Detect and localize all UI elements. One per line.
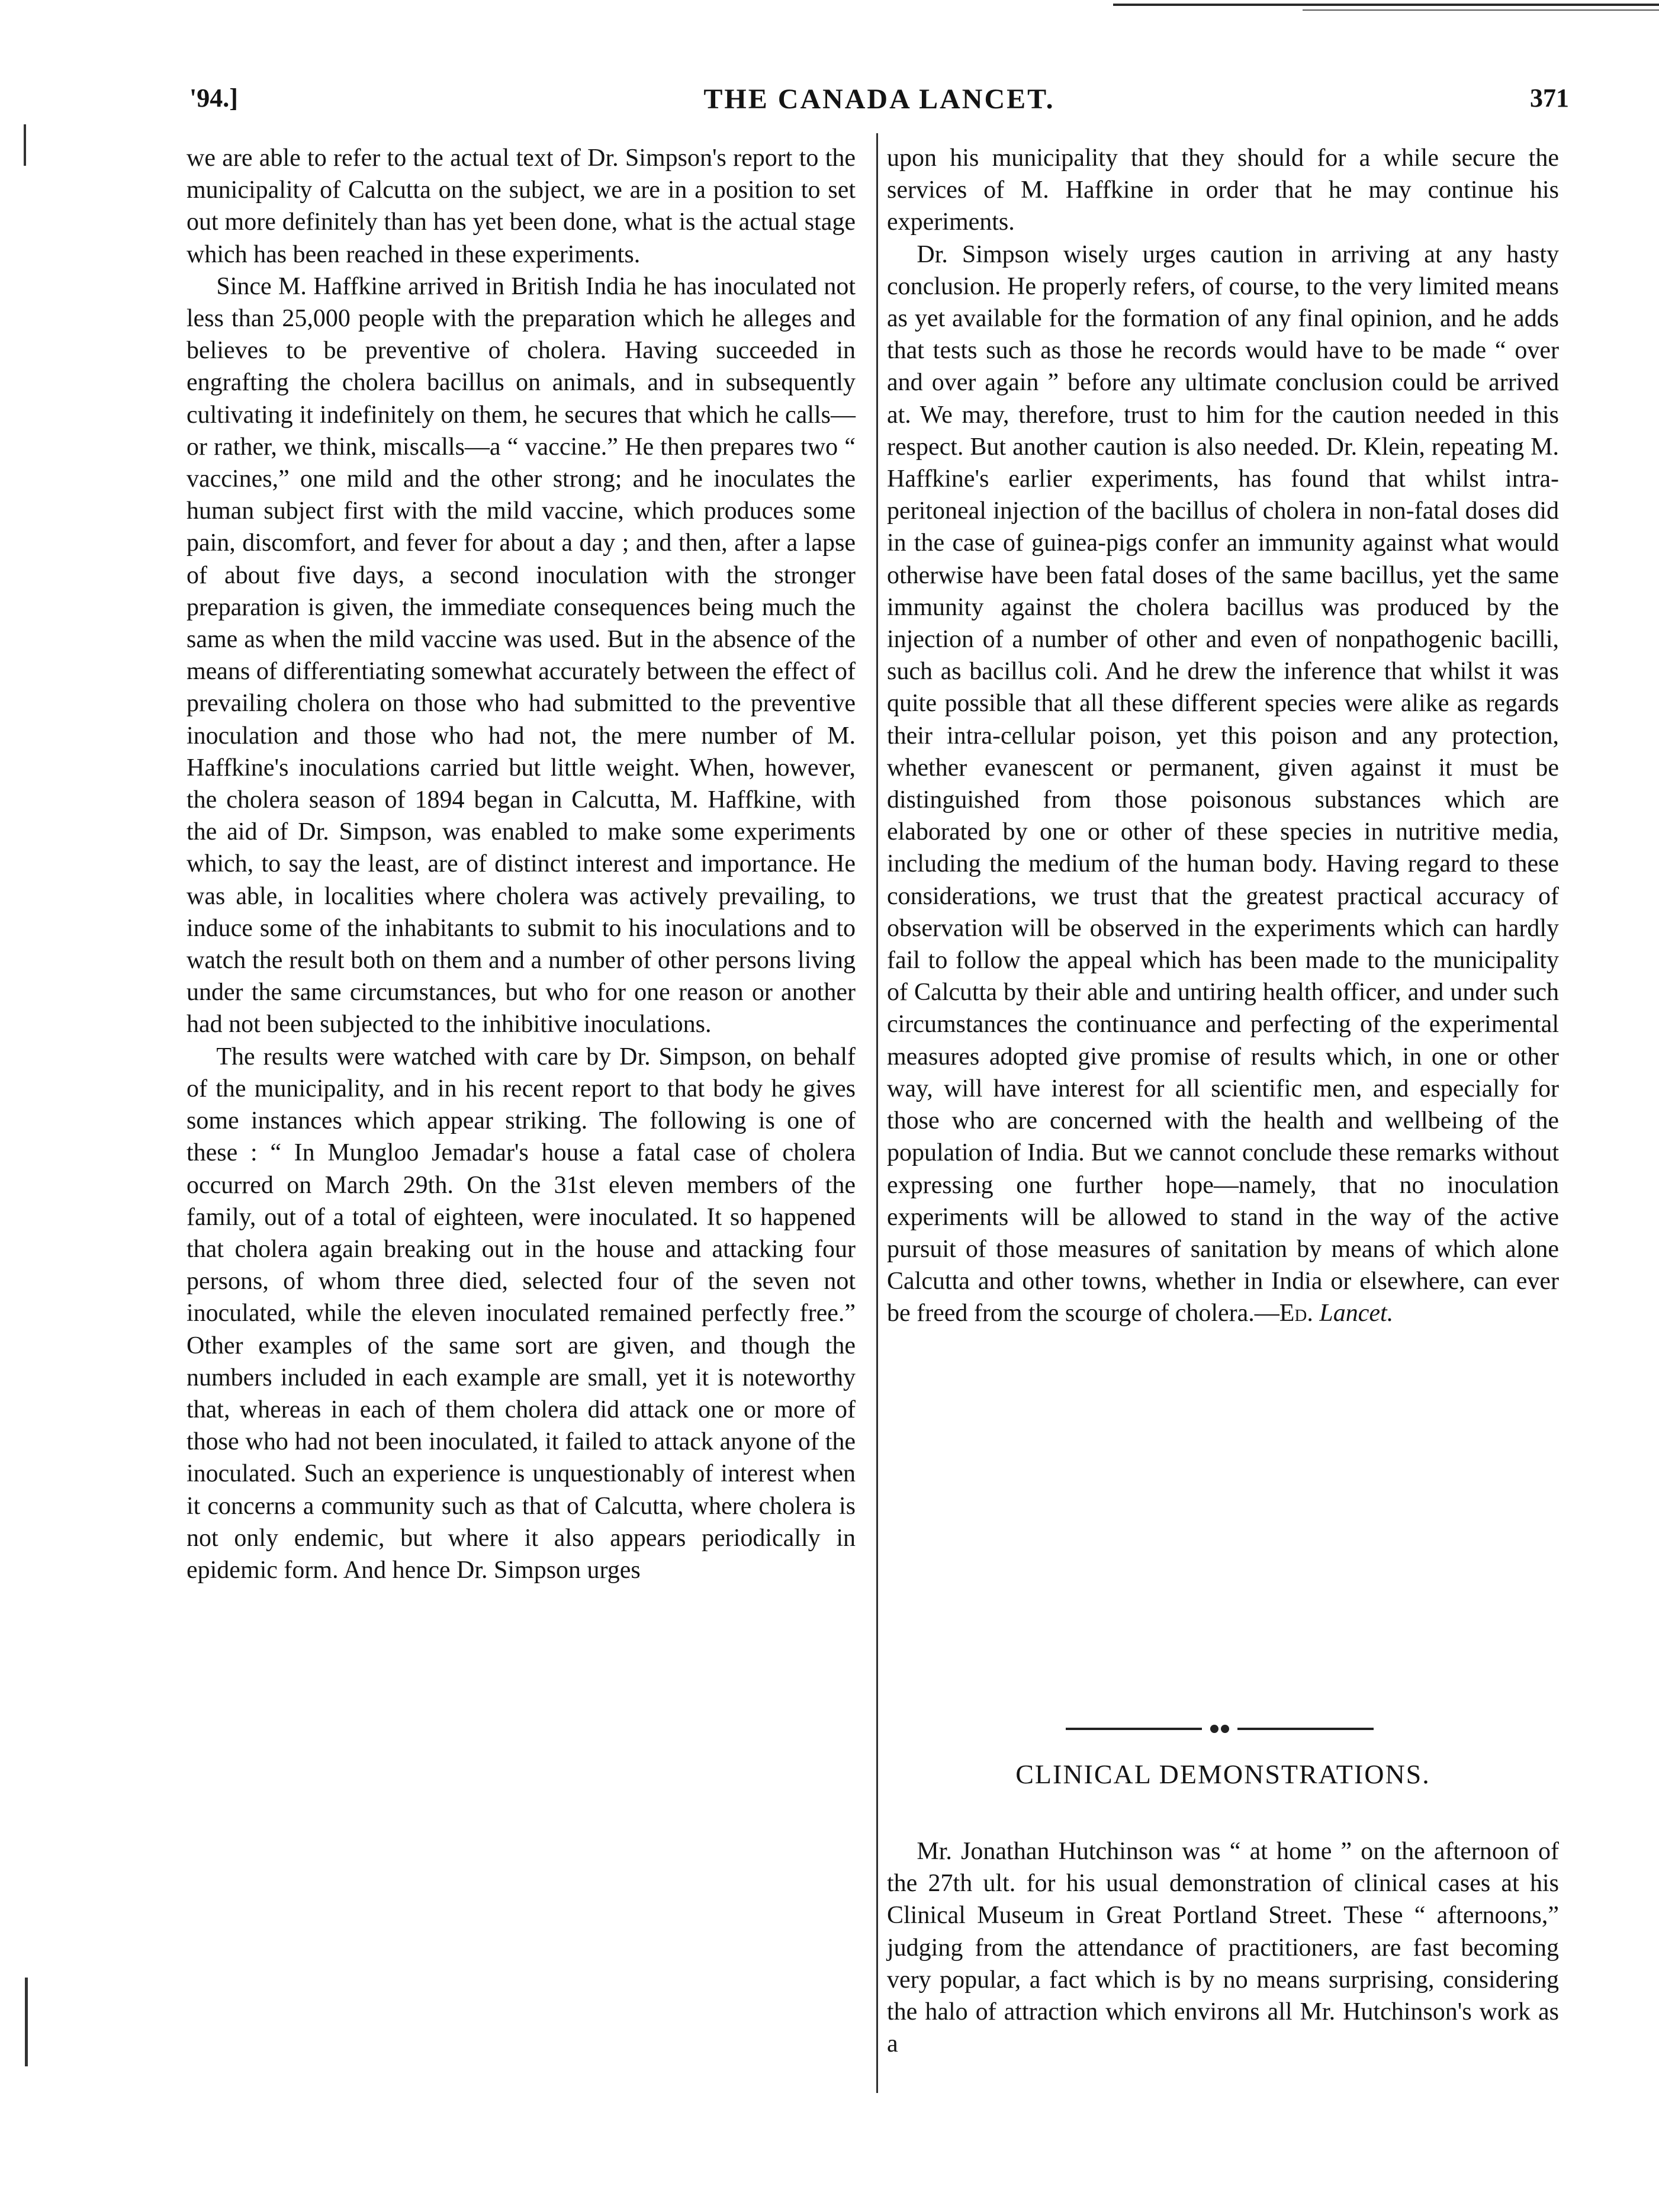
ornament-dot: [1210, 1725, 1218, 1733]
column-divider: [876, 133, 878, 2093]
paragraph: upon his municipality that they should for a while secure the services of M. Haffkine in order that he may continue his experiments.: [887, 144, 1559, 236]
running-header: [189, 83, 1569, 130]
section-heading: CLINICAL DEMONSTRATIONS.: [1015, 1759, 1430, 1789]
paragraph-body: Dr. Simpson wisely urges caution in arriving at any hasty conclusion. He properly refers, of course, to the very limited means as yet available for the formation of any final opinion, and he adds that tests such as those he records would have to be made “ over and over again ” before any ultimate conclusion could be arrived at. We may, therefore, trust to him for the caution needed in this respect. But another caution is also needed. Dr. Klein, repeating M. Haffkine's earlier experiments, has found that whilst intra-peritoneal injection of the bacillus of cholera in non-fatal doses did in the case of guinea-pigs confer an immunity against what would otherwise have been fatal doses of the same bacillus, yet the same immunity against the cholera bacillus was produced by the injection of a number of other and even of nonpathogenic bacilli, such as bacillus coli. And he drew the inference that whilst it was quite possible that all these different species were alike as regards their intra-cellular poison, yet this poison and any protection, whether evanescent or permanent, given against it must be distinguished from those poisonous substances which are elaborated by one or other of these species in nutritive media, including the medium of the human body. Having regard to these considerations, we trust that the greatest practical accuracy of observation will be observed in the experiments which can hardly fail to follow the appeal which has been made to the municipality of Calcutta by their able and untiring health officer, and under such circumstances the continuance and perfecting of the experimental measures adopted give promise of results which, in one or other way, will have interest for all scientific men, and especially for those who are concerned with the health and wellbeing of the population of India. But we cannot conclude these remarks without expressing one further hope—namely, that no inoculation experiments will be allowed to stand in the way of the active pursuit of those measures of sanitation by means of which alone Calcutta and other towns, whether in India or elsewhere, can ever be freed from the scourge of cholera.—: [887, 240, 1559, 1327]
left-column: [187, 142, 856, 1586]
ornament-dot: [1221, 1725, 1229, 1733]
signoff-editor: Ed.: [1279, 1300, 1313, 1327]
paragraph: we are able to refer to the actual text of Dr. Simpson's report to the municipality of Calcutta on the subject, we are in a position to set out more definitely than has yet been done, what is the actual stage which has been reached in these experiments.: [187, 144, 856, 268]
margin-mark-bottom: [25, 1978, 28, 2066]
journal-title: THE CANADA LANCET.: [703, 83, 1055, 115]
paragraph: Since M. Haffkine arrived in British India he has inoculated not less than 25,000 people with the preparation which he alleges and believes to be preventive of cholera. Having succeeded in engrafting the cholera bacillus on animals, and in subsequently cultivating it indefinitely on them, he secures that which he calls—or rather, we think, miscalls—a “ vaccine.” He then prepares two “ vaccines,” one mild and the other strong; and he inoculates the human subject first with the mild vaccine, which produces some pain, discomfort, and fever for about a day ; and then, after a lapse of about five days, a second inoculation with the stronger preparation is given, the immediate consequences being much the same as when the mild vaccine was used. But in the absence of the means of differentiating somewhat accurately between the effect of prevailing cholera on those who had submitted to the preventive inoculation and those who had not, the mere number of M. Haffkine's inoculations carried but little weight. When, however, the cholera season of 1894 began in Calcutta, M. Haffkine, with the aid of Dr. Simpson, was enabled to make some experiments which, to say the least, are of distinct interest and importance. He was able, in localities where cholera was actively prevailing, to induce some of the inhabitants to submit to his inoculations and to watch the result both on them and a number of other persons living under the same circumstances, but who for one reason or another had not been subjected to the inhibitive inoculations.: [187, 272, 856, 1039]
signoff-source: Lancet.: [1319, 1300, 1394, 1327]
paragraph: Mr. Jonathan Hutchinson was “ at home ” on the afternoon of the 27th ult. for his usual demonstration of clinical cases at his Clinical Museum in Great Portland Street. These “ afternoons,” judging from the attendance of practitioners, are fast becoming very popular, a fact which is by no means surprising, considering the halo of attraction which environs all Mr. Hutchinson's work as a: [887, 1838, 1559, 2058]
ornament-rule-left: [1066, 1728, 1202, 1730]
paragraph: The results were watched with care by Dr. Simpson, on behalf of the municipality, and in his recent report to that body he gives some instances which appear striking. The following is one of these : “ In Mungloo Jemadar's house a fatal case of cholera occurred on March 29th. On the 31st eleven members of the family, out of a total of eighteen, were inoculated. It so happened that cholera again breaking out in the house and attacking four persons, of whom three died, selected four of the seven not inoculated, while the eleven inoculated remained perfectly free.” Other examples of the same sort are given, and though the numbers included in each example are small, yet it is noteworthy that, whereas in each of them cholera did attack one or more of those who had not been inoculated, it failed to attack anyone of the inoculated. Such an experience is unquestionably of interest when it concerns a community such as that of Calcutta, where cholera is not only endemic, but where it also appears periodically in epidemic form. And hence Dr. Simpson urges: [187, 1043, 856, 1584]
margin-mark-top: [24, 124, 26, 166]
top-edge-rule-thin: [1303, 9, 1659, 11]
header-year: '94.]: [189, 83, 238, 112]
paragraph: [887, 239, 1559, 1330]
ornament-rule-right: [1237, 1728, 1374, 1730]
right-column: [887, 142, 1559, 1330]
top-edge-rule: [1113, 4, 1659, 6]
page-number: 371: [1530, 83, 1569, 112]
section-ornament: [1066, 1722, 1374, 1736]
section-body: [887, 1835, 1559, 2060]
